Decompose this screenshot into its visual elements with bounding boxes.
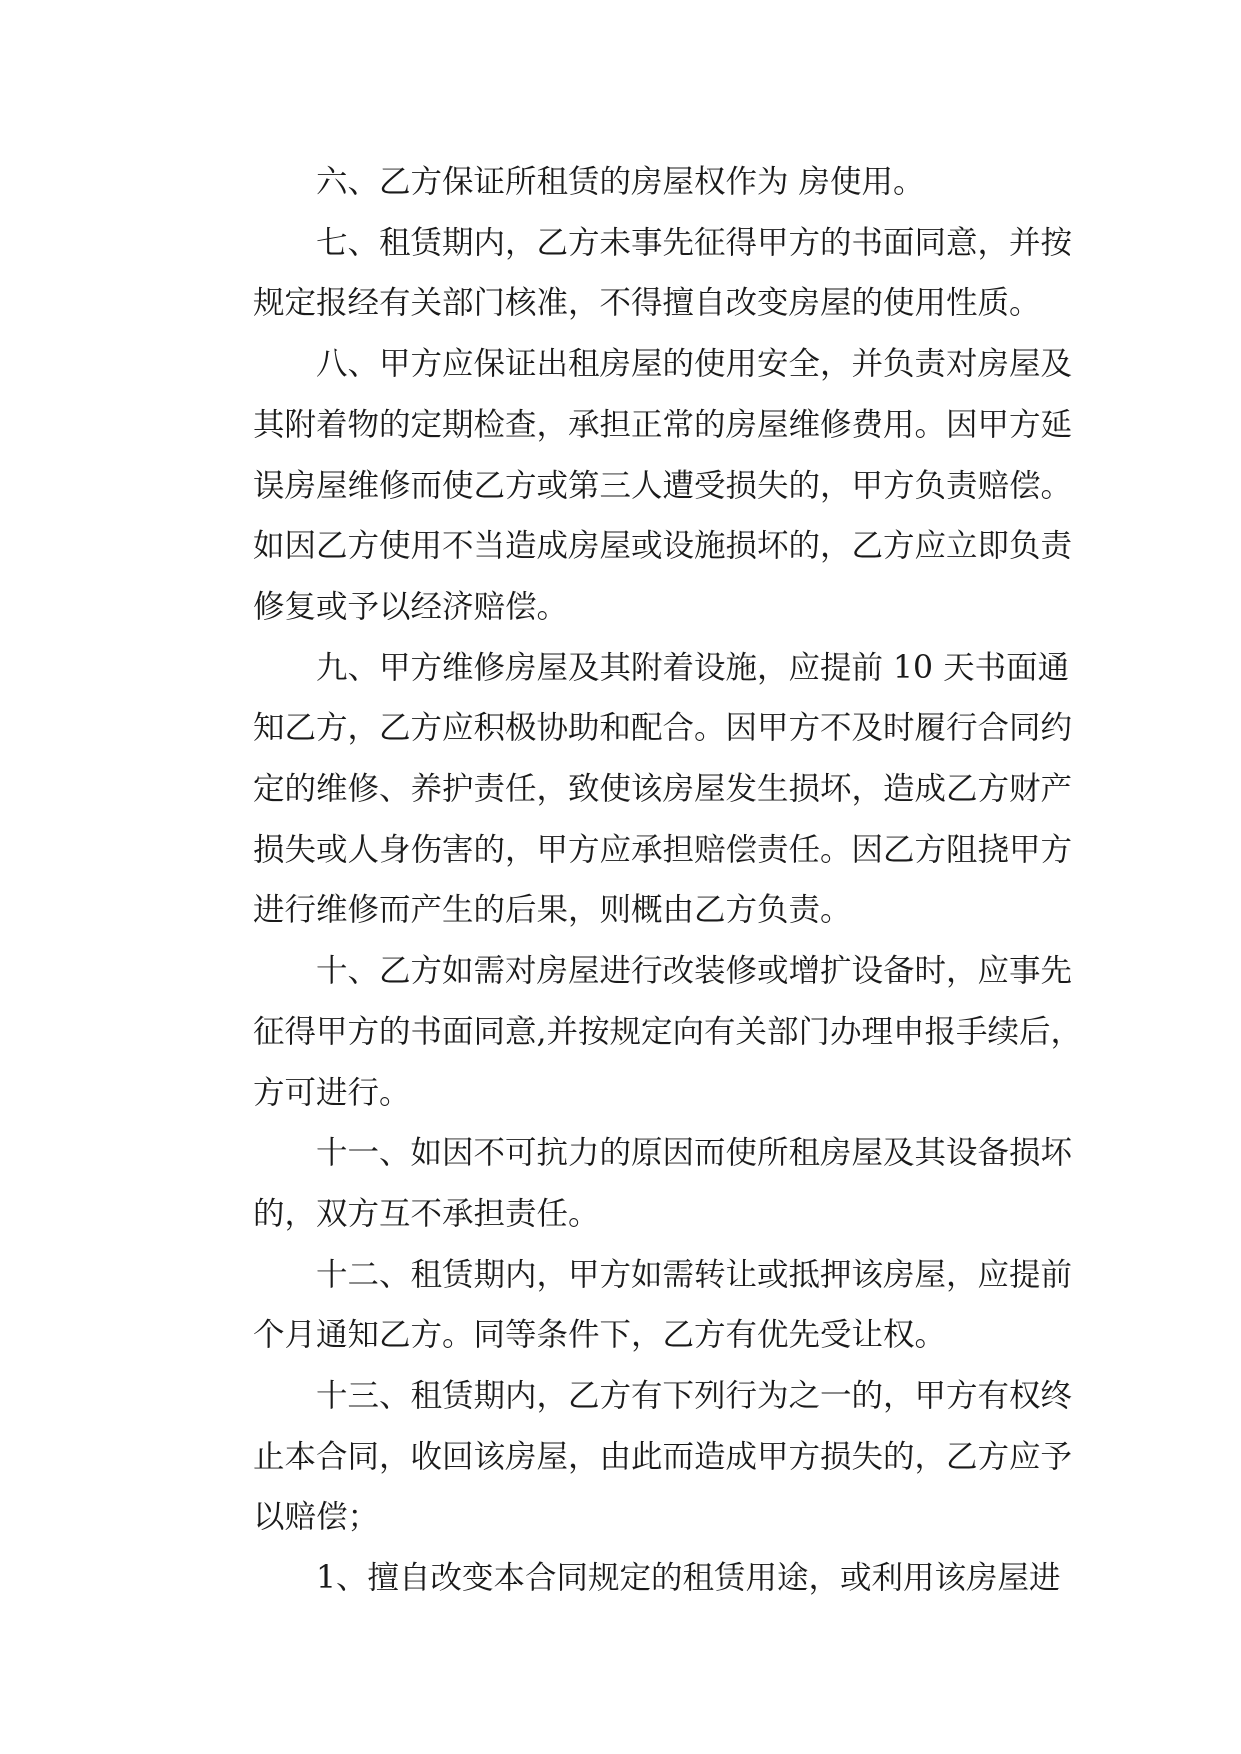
text-line: 损失或人身伤害的，甲方应承担赔偿责任。因乙方阻挠甲方 [253, 831, 1073, 868]
clause-11 [190, 1123, 1073, 1244]
text-line: 如因乙方使用不当造成房屋或设施损坏的，乙方应立即负责 [253, 528, 1073, 565]
document-body [190, 152, 1083, 1609]
text-line: 九、甲方维修房屋及其附着设施，应提前 10 天书面通 [316, 649, 1070, 686]
text-line: 的，双方互不承担责任。 [253, 1195, 600, 1232]
text-line: 十三、租赁期内，乙方有下列行为之一的，甲方有权终 [316, 1378, 1073, 1415]
clause-9 [190, 638, 1073, 942]
text-line: 征得甲方的书面同意,并按规定向有关部门办理申报手续后， [253, 1013, 1083, 1050]
clause-12 [190, 1245, 1073, 1366]
text-line: 止本合同，收回该房屋，由此而造成甲方损失的，乙方应予 [253, 1438, 1073, 1475]
text-line: 定的维修、养护责任，致使该房屋发生损坏，造成乙方财产 [253, 771, 1073, 808]
clause-7 [190, 213, 1073, 334]
text-line: 八、甲方应保证出租房屋的使用安全，并负责对房屋及 [316, 346, 1073, 383]
text-line: 修复或予以经济赔偿。 [253, 588, 569, 625]
text-line: 进行维修而产生的后果，则概由乙方负责。 [253, 892, 852, 929]
text-line: 1、擅自改变本合同规定的租赁用途，或利用该房屋进 [316, 1560, 1061, 1597]
clause-8 [190, 334, 1073, 638]
text-line: 规定报经有关部门核准，不得擅自改变房屋的使用性质。 [253, 285, 1041, 322]
text-line: 方可进行。 [253, 1074, 411, 1111]
text-line: 十、乙方如需对房屋进行改装修或增扩设备时，应事先 [316, 953, 1073, 990]
text-line: 误房屋维修而使乙方或第三人遭受损失的，甲方负责赔偿。 [253, 467, 1073, 504]
text-line: 七、租赁期内，乙方未事先征得甲方的书面同意，并按 [316, 224, 1073, 261]
text-line: 十二、租赁期内，甲方如需转让或抵押该房屋，应提前 [316, 1256, 1073, 1293]
text-line: 六、乙方保证所租赁的房屋权作为 房使用。 [316, 164, 925, 200]
text-line: 个月通知乙方。同等条件下，乙方有优先受让权。 [253, 1317, 947, 1354]
clause-6 [190, 152, 1052, 213]
clause-13-item-1 [190, 1548, 1061, 1609]
text-line: 其附着物的定期检查，承担正常的房屋维修费用。因甲方延 [253, 406, 1073, 443]
text-line: 以赔偿； [253, 1499, 380, 1536]
clause-13 [190, 1366, 1073, 1548]
clause-10 [190, 941, 1083, 1123]
text-line: 知乙方，乙方应积极协助和配合。因甲方不及时履行合同约 [253, 710, 1073, 747]
text-line: 十一、如因不可抗力的原因而使所租房屋及其设备损坏 [316, 1135, 1073, 1172]
